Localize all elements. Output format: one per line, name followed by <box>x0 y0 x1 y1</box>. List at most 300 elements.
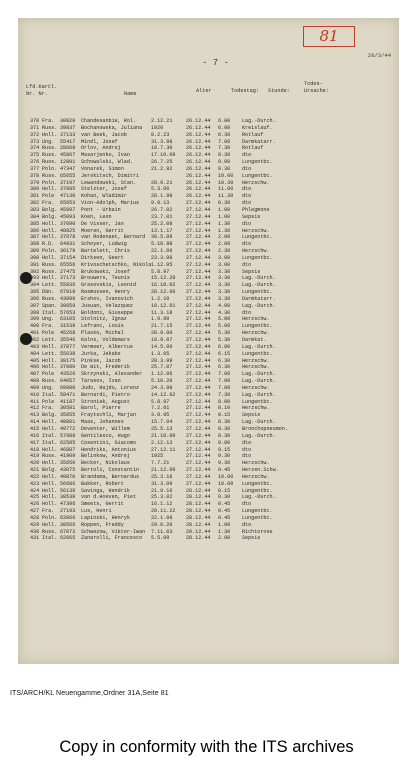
cell-born: 15.12.20 <box>151 275 176 282</box>
cell-arr: 27.12.44 <box>186 241 211 248</box>
cell-nr: 384 <box>30 213 40 220</box>
cell-note: Lag.-Durch. <box>242 118 276 124</box>
cell-nr: 423 <box>30 480 40 487</box>
cell-nr: 385 <box>30 220 40 227</box>
cell-note: dto <box>242 521 252 528</box>
cell-time: 7.30 <box>218 391 231 398</box>
cell-nat: Ung. <box>42 316 55 323</box>
cell-nr: 429 <box>30 521 40 528</box>
cell-time: 1.00 <box>218 206 231 213</box>
cell-nr: 407 <box>30 371 40 378</box>
cell-nat: Holl. <box>42 364 58 371</box>
cell-name: Lefranc, Louis <box>81 323 124 330</box>
cell-nr: 401 <box>30 330 40 337</box>
cell-name: Moeren, Gerrit <box>81 227 124 234</box>
cell-hn: 35650 <box>60 460 76 467</box>
cell-arr: 26.12.44 <box>186 172 211 179</box>
table-row <box>30 207 392 214</box>
cell-born: 1.9.99 <box>151 316 170 323</box>
cell-arr: 26.12.44 <box>186 131 211 138</box>
cell-time: 4.30 <box>218 309 231 316</box>
cell-nat: Russ. <box>42 124 58 131</box>
table-row <box>30 316 392 323</box>
cell-hn: 39659 <box>60 302 76 309</box>
cell-arr: 27.12.44 <box>186 206 211 213</box>
cell-hn: 65556 <box>60 261 76 268</box>
cell-nr: 382 <box>30 200 40 207</box>
cell-hn: 35855 <box>60 412 76 419</box>
table-row <box>30 447 392 454</box>
cell-name: Vion-Adolph, Marius <box>81 200 140 207</box>
cell-arr: 27.12.44 <box>186 480 211 487</box>
cell-nr: 390 <box>30 254 40 261</box>
cell-born: 1925 <box>151 453 164 460</box>
cell-born: 1.12.06 <box>151 371 173 378</box>
cell-hn: 65655 <box>60 172 76 179</box>
cell-nr: 378 <box>30 172 40 179</box>
cell-arr: 28.12.44 <box>186 501 211 508</box>
cell-note: Lag.-Durch. <box>242 419 276 426</box>
cell-arr: 27.12.44 <box>186 350 211 357</box>
cell-nr: 417 <box>30 439 40 446</box>
cell-hn: 31539 <box>60 323 76 330</box>
cell-hn: 39837 <box>60 124 76 131</box>
cell-time: 10.30 <box>218 179 234 186</box>
cell-name: Vermeer, Albertus <box>81 343 133 350</box>
cell-arr: 28.12.44 <box>186 514 211 521</box>
table-row <box>30 453 392 460</box>
cell-nr: 387 <box>30 234 40 241</box>
cell-name: Ershov, Ivanovich <box>81 295 133 302</box>
cell-arr: 27.12.44 <box>186 323 211 330</box>
cell-hn: 62665 <box>60 535 76 542</box>
cell-nr: 411 <box>30 398 40 405</box>
cell-nat: Holl. <box>42 220 58 227</box>
cell-name: Orlov, Andrej <box>81 145 121 152</box>
cell-name: Lapinski, Henryk <box>81 514 130 521</box>
cell-arr: 27.12.44 <box>186 302 211 309</box>
cell-nr: 422 <box>30 473 40 480</box>
table-row <box>30 481 392 488</box>
cell-nat: Bolg. <box>42 213 58 220</box>
cell-born: 22.1.06 <box>151 248 173 255</box>
table-row <box>30 241 392 248</box>
cell-note: Herzschw. <box>242 179 270 186</box>
cell-name: Skrzynski, Alexander <box>81 371 143 378</box>
table-row <box>30 145 392 152</box>
cell-note: dto <box>242 193 252 200</box>
cell-hn: 48870 <box>60 473 76 480</box>
cell-hn: 47396 <box>60 501 76 508</box>
table-row <box>30 139 392 146</box>
cell-name: Brukowski, Josef <box>81 268 130 275</box>
cell-nr: 405 <box>30 357 40 364</box>
cell-nr: 391 <box>30 261 40 268</box>
cell-born: 29.6.20 <box>151 521 173 528</box>
cell-nr: 425 <box>30 494 40 501</box>
cell-hn: 41909 <box>60 453 76 460</box>
cell-nat: Russ. <box>42 268 58 275</box>
table-row <box>30 125 392 132</box>
table-row <box>30 323 392 330</box>
cell-nr: 409 <box>30 384 40 391</box>
cell-born: 3.8.95 <box>151 412 170 419</box>
cell-born: 15.7.04 <box>151 419 173 426</box>
cell-arr: 26.12.44 <box>186 186 211 193</box>
cell-arr: 27.12.44 <box>186 254 211 261</box>
cell-hn: 64057 <box>60 378 76 385</box>
cell-nr: 389 <box>30 248 40 255</box>
cell-nr: 393 <box>30 275 40 282</box>
cell-born: 27.12.11 <box>151 446 176 453</box>
table-row <box>30 440 392 447</box>
cell-note: Herzschw. <box>242 316 270 323</box>
cell-arr: 27.12.44 <box>186 439 211 446</box>
cell-arr: 27.12.44 <box>186 364 211 371</box>
cell-time: 9.15 <box>218 446 231 453</box>
cell-name: Schowalski, Wlad. <box>81 159 133 166</box>
cell-nat: Lett. <box>42 350 58 357</box>
table-row <box>30 501 392 508</box>
table-row <box>30 255 392 262</box>
cell-nr: 388 <box>30 241 40 248</box>
cell-note: dto <box>242 241 252 248</box>
table-row <box>30 173 392 180</box>
cell-name: Vonarek, Simon <box>81 165 124 172</box>
table-row <box>30 535 392 542</box>
cell-nr: 404 <box>30 350 40 357</box>
cell-hn: 41187 <box>60 398 76 405</box>
cell-name: Schoyer, Ludwig <box>81 241 127 248</box>
cell-hn: 56139 <box>60 487 76 494</box>
cell-nr: 420 <box>30 460 40 467</box>
cell-arr: 27.12.44 <box>186 453 211 460</box>
table-row <box>30 474 392 481</box>
cell-arr: 27.12.44 <box>186 432 211 439</box>
cell-name: Belinkow, Andrej <box>81 453 130 460</box>
cell-born: 21.12.00 <box>151 467 176 474</box>
cell-time: 1.00 <box>218 213 231 220</box>
cell-name: Fraytschli, Marjan <box>81 412 137 419</box>
table-row <box>30 289 392 296</box>
cell-born: 9.9.13 <box>151 200 170 207</box>
cell-time: 7.00 <box>218 378 231 385</box>
cell-name: Judo, Hajdu, Lorenz <box>81 384 140 391</box>
table-row <box>30 214 392 221</box>
cell-arr: 28.12.44 <box>186 508 211 515</box>
cell-nr: 398 <box>30 309 40 316</box>
cell-note: Herzschw. <box>242 357 270 364</box>
archive-stamp: 81 <box>303 26 355 47</box>
cell-nat: Russ. <box>42 378 58 385</box>
cell-name: Savinga, Hendrik <box>81 487 130 494</box>
cell-nr: 395 <box>30 289 40 296</box>
table-row <box>30 467 392 474</box>
cell-note: dto <box>242 220 252 227</box>
cell-note: Lungentbc. <box>242 480 273 487</box>
cell-note: Lag.-Durch. <box>242 282 276 289</box>
cell-nr: 386 <box>30 227 40 234</box>
cell-arr: 27.12.44 <box>186 213 211 220</box>
cell-name: Stelzter, Jozef <box>81 186 127 193</box>
cell-time: 10.00 <box>218 172 234 179</box>
cell-born: 28.12.06 <box>151 289 176 296</box>
cell-born: 28.9.00 <box>151 330 173 337</box>
cell-name: Becker, Nikolaus <box>81 460 130 467</box>
cell-arr: 27.12.44 <box>186 316 211 323</box>
table-row <box>30 433 392 440</box>
cell-hn: 45093 <box>60 213 76 220</box>
table-row <box>30 234 392 241</box>
cell-hn: 56686 <box>60 480 76 487</box>
cell-nat: Ital. <box>42 439 58 446</box>
cell-born: 25.3.16 <box>151 473 173 480</box>
cell-arr: 27.12.44 <box>186 282 211 289</box>
cell-nat: Holl. <box>42 131 58 138</box>
cell-nat: Poln. <box>42 514 58 521</box>
cell-nat: Ital. <box>42 432 58 439</box>
cell-note: Herzschw. <box>242 227 270 234</box>
cell-nat: Russ. <box>42 453 58 460</box>
table-row <box>30 180 392 187</box>
cell-nr: 410 <box>30 391 40 398</box>
table-row <box>30 118 392 125</box>
cell-name: Chandesanbie, Rol. <box>81 118 137 124</box>
cell-note: Herzschw. <box>242 384 270 391</box>
cell-born: 23.7.01 <box>151 213 173 220</box>
cell-nat: Bolg. <box>42 467 58 474</box>
cell-time: 9.00 <box>218 159 231 166</box>
cell-arr: 27.12.44 <box>186 384 211 391</box>
cell-hn: 65653 <box>60 200 76 207</box>
cell-arr: 27.12.44 <box>186 309 211 316</box>
cell-born: 7.7.21 <box>151 460 170 467</box>
cell-nat: R.D. <box>42 241 55 248</box>
cell-name: Jurka, Jekabs <box>81 350 121 357</box>
cell-time: 5.30 <box>218 330 231 337</box>
cell-born: 23.3.98 <box>151 254 173 261</box>
cell-time: 8.00 <box>218 398 231 405</box>
cell-name: Stroniak, August <box>81 398 130 405</box>
record-table <box>30 118 392 542</box>
header-born: Alter <box>196 88 212 94</box>
table-row <box>30 371 392 378</box>
cell-arr: 28.12.44 <box>186 528 211 535</box>
cell-name: Roppen, Freddy <box>81 521 124 528</box>
cell-note: Lungentbc. <box>242 398 273 405</box>
cell-hn: 38175 <box>60 357 76 364</box>
cell-born: 31.3.98 <box>151 138 173 145</box>
cell-note: dto <box>242 200 252 207</box>
cell-nr: 415 <box>30 425 40 432</box>
cell-time: 3.00 <box>218 261 231 268</box>
cell-arr: 28.12.44 <box>186 494 211 501</box>
cell-born: 10.9.07 <box>151 337 173 343</box>
cell-nat: Holl. <box>42 234 58 241</box>
table-row <box>30 351 392 358</box>
cell-time: 0.45 <box>218 508 231 515</box>
cell-nat: Ital. <box>42 309 58 316</box>
table-row <box>30 132 392 139</box>
cell-time: 0.45 <box>218 501 231 508</box>
cell-time: 6.00 <box>218 124 231 131</box>
cell-time: 9.45 <box>218 467 231 474</box>
table-row <box>30 488 392 495</box>
cell-hn: 27475 <box>60 268 76 275</box>
cell-time: 4.00 <box>218 302 231 309</box>
cell-nr: 383 <box>30 206 40 213</box>
cell-time: 3.30 <box>218 275 231 282</box>
cell-hn: 49772 <box>60 425 76 432</box>
cell-name: Schwezow, Viktor-Iwan <box>81 528 146 535</box>
cell-name: Jerskitsch, Dimitri <box>81 172 140 179</box>
cell-arr: 27.12.44 <box>186 419 211 426</box>
cell-nat: Poln. <box>42 248 58 255</box>
cell-hn: 37133 <box>60 131 76 138</box>
cell-time: 3.30 <box>218 295 231 302</box>
cell-name: Hendriks, Antonius <box>81 446 137 453</box>
cell-nat: Pole <box>42 193 55 200</box>
cell-hn: 37080 <box>60 364 76 371</box>
cell-nat: Holl. <box>42 419 58 426</box>
cell-time: 7.30 <box>218 145 231 152</box>
table-row <box>30 399 392 406</box>
cell-hn: 45268 <box>60 330 76 337</box>
cell-note: Kreislauf. <box>242 124 273 131</box>
cell-name: Masarjenko, Ivan <box>81 152 130 159</box>
cell-born: 7.2.01 <box>151 405 170 412</box>
cell-nat: Ital. <box>42 535 58 542</box>
cell-arr: 26.12.44 <box>186 193 211 200</box>
cell-nr: 372 <box>30 131 40 138</box>
cell-arr: 27.12.44 <box>186 398 211 405</box>
cell-note: Lungentbc. <box>242 508 273 515</box>
source-caption: ITS/ARCH/KL Neuengamme,Ordner 31A,Seite 81 <box>10 690 169 697</box>
cell-born: 31.3.09 <box>151 480 173 487</box>
cell-note: Lungentbc. <box>242 234 273 241</box>
cell-note: Herzschw. <box>242 364 270 371</box>
table-row <box>30 515 392 522</box>
cell-nat: Lett. <box>42 337 58 343</box>
cell-nr: 403 <box>30 343 40 350</box>
cell-hn: 28669 <box>60 145 76 152</box>
cell-nr: 431 <box>30 535 40 542</box>
cell-nr: 374 <box>30 145 40 152</box>
cell-name: Kalns, Voldemars <box>81 337 130 343</box>
cell-arr: 27.12.44 <box>186 473 211 480</box>
cell-name: Rasmussen, Henry <box>81 289 130 296</box>
cell-time: 7.00 <box>218 384 231 391</box>
cell-arr: 26.12.44 <box>186 138 211 145</box>
cell-nr: 397 <box>30 302 40 309</box>
cell-born: 5.8.97 <box>151 398 170 405</box>
cell-born: 28.3.99 <box>151 357 173 364</box>
cell-arr: 27.12.44 <box>186 289 211 296</box>
cell-nat: Holl. <box>42 227 58 234</box>
cell-nr: 418 <box>30 446 40 453</box>
cell-note: Phlegmone <box>242 206 270 213</box>
cell-time: 8.15 <box>218 412 231 419</box>
table-row <box>30 392 392 399</box>
cell-note: Rotlauf <box>242 145 264 152</box>
cell-hn: 43526 <box>60 371 76 378</box>
cell-nr: 371 <box>30 124 40 131</box>
cell-nat: Fra. <box>42 118 55 124</box>
cell-nat: Russ. <box>42 528 58 535</box>
cell-name: Smeets, Gerrit <box>81 501 124 508</box>
cell-note: dto <box>242 439 252 446</box>
cell-name: De Wit, Frederik <box>81 364 130 371</box>
cell-name: Pont - Urbain <box>81 206 121 213</box>
cell-nr: 392 <box>30 268 40 275</box>
cell-arr: 28.12.44 <box>186 487 211 494</box>
cell-hn: 35546 <box>60 337 76 343</box>
cell-time: 3.30 <box>218 289 231 296</box>
table-row <box>30 186 392 193</box>
cell-nr: 402 <box>30 337 40 343</box>
cell-hn: 57653 <box>60 309 76 316</box>
cell-time: 6.15 <box>218 350 231 357</box>
cell-note: Bronchopneumon. <box>242 425 288 432</box>
cell-name: Zanarolli, Francesco <box>81 535 143 542</box>
cell-nr: 399 <box>30 316 40 323</box>
cell-note: Herzschw. <box>242 405 270 412</box>
cell-born: 1.3.05 <box>151 350 170 357</box>
cell-note: Herzschw. <box>242 460 270 467</box>
cell-born: 21.2.92 <box>151 165 173 172</box>
cell-arr: 27.12.44 <box>186 200 211 207</box>
cell-time: 3.30 <box>218 268 231 275</box>
cell-hn: 37077 <box>60 343 76 350</box>
cell-name: Lewandowski, Stan. <box>81 179 137 186</box>
cell-born: 17.10.09 <box>151 152 176 159</box>
cell-note: Herzen.Schw. <box>242 467 279 474</box>
cell-born: 8.2.23 <box>151 131 170 138</box>
cell-time: 7.00 <box>218 371 231 378</box>
cell-note: Lag.-Durch. <box>242 343 276 350</box>
cell-born: 2.12.21 <box>151 118 173 124</box>
cell-time: 9.30 <box>218 453 231 460</box>
cell-note: Lag.-Durch. <box>242 494 276 501</box>
cell-hn: 47130 <box>60 193 76 200</box>
cell-nat: Holl. <box>42 480 58 487</box>
cell-born: 30.5.09 <box>151 234 173 241</box>
cell-born: 5.10.20 <box>151 378 173 385</box>
cell-born: 25.3.02 <box>151 494 173 501</box>
cell-time: 8.30 <box>218 152 231 159</box>
cell-time: 9.30 <box>218 460 231 467</box>
cell-time: 2.00 <box>218 234 231 241</box>
cell-nat: Holl. <box>42 254 58 261</box>
cell-note: Lungentbc. <box>242 514 273 521</box>
cell-hn: 38566 <box>60 521 76 528</box>
table-row <box>30 303 392 310</box>
cell-arr: 27.12.44 <box>186 248 211 255</box>
cell-time: 3.30 <box>218 282 231 289</box>
cell-name: Brandsma, Bernardus <box>81 473 140 480</box>
cell-nat: Bolg. <box>42 206 58 213</box>
table-row <box>30 529 392 536</box>
cell-nat: Pole <box>42 330 55 337</box>
cell-nat: Russ. <box>42 145 58 152</box>
cell-time: 8.10 <box>218 405 231 412</box>
cell-nat: Russ. <box>42 152 58 159</box>
cell-nat: Bolg. <box>42 412 58 419</box>
cell-note: Lungentbc. <box>242 159 273 166</box>
cell-hn: 58471 <box>60 391 76 398</box>
cell-born: 18.7.30 <box>151 145 173 152</box>
cell-note: dto <box>242 453 252 460</box>
